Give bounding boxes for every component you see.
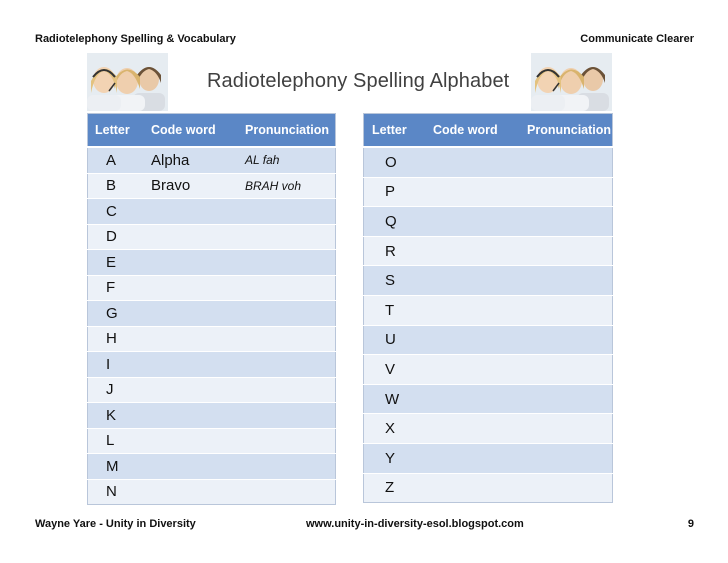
page-title: Radiotelephony Spelling Alphabet [207,70,510,92]
pronunciation-cell [239,250,336,276]
code-word-cell [143,454,239,480]
pronunciation-cell [521,325,613,355]
letter-cell: Z [364,473,427,503]
letter-cell: J [88,377,144,403]
pronunciation-cell [239,275,336,301]
letter-cell: P [364,177,427,207]
page-number: 9 [687,518,694,530]
table-row [88,352,336,378]
letter-cell: X [364,414,427,444]
header-document-title: Radiotelephony Spelling & Vocabulary [35,33,236,45]
letter-cell: E [88,250,144,276]
letter-cell: B [88,173,144,199]
pronunciation-cell [521,177,613,207]
table-row [88,173,336,199]
letter-cell: I [88,352,144,378]
table-row [364,177,613,207]
table-row [88,326,336,352]
code-word-cell [143,326,239,352]
pronunciation-cell: AL fah [239,147,336,173]
table-row [88,224,336,250]
column-header-code-word: Code word [426,114,521,148]
letter-cell: W [364,384,427,414]
code-word-cell [426,266,521,296]
alphabet-table-a-to-n [87,113,336,505]
column-header-letter: Letter [364,114,427,148]
code-word-cell [143,352,239,378]
table-row [88,301,336,327]
alphabet-table-o-to-z [363,113,613,503]
code-word-cell [426,443,521,473]
letter-cell: N [88,479,144,505]
code-word-cell [426,207,521,237]
title-banner [87,53,613,111]
letter-cell: U [364,325,427,355]
code-word-cell [143,377,239,403]
pronunciation-cell [239,224,336,250]
column-header-pronunciation: Pronunciation [239,114,336,148]
pronunciation-cell: BRAH voh [239,173,336,199]
table-row [364,147,613,177]
column-header-pronunciation: Pronunciation [521,114,613,148]
table-row [364,325,613,355]
table-row [364,443,613,473]
letter-cell: Q [364,207,427,237]
letter-cell: T [364,295,427,325]
table-row [88,199,336,225]
table-row [88,403,336,429]
pronunciation-cell [239,377,336,403]
letter-cell: M [88,454,144,480]
letter-cell: L [88,428,144,454]
letter-cell: O [364,147,427,177]
pronunciation-cell [239,454,336,480]
code-word-cell [143,428,239,454]
code-word-cell [426,473,521,503]
code-word-cell [426,295,521,325]
letter-cell: H [88,326,144,352]
pronunciation-cell [521,473,613,503]
code-word-cell [426,384,521,414]
letter-cell: S [364,266,427,296]
table-row [88,275,336,301]
column-header-letter: Letter [88,114,144,148]
code-word-cell [143,224,239,250]
code-word-cell [143,275,239,301]
code-word-cell [426,147,521,177]
pronunciation-cell [521,384,613,414]
code-word-cell: Bravo [143,173,239,199]
letter-cell: G [88,301,144,327]
letter-cell: V [364,355,427,385]
pronunciation-cell [521,147,613,177]
table-row [364,236,613,266]
footer-author: Wayne Yare - Unity in Diversity [35,518,196,530]
headset-operators-photo-icon [531,53,612,111]
pronunciation-cell [521,443,613,473]
table-row [364,266,613,296]
code-word-cell: Alpha [143,147,239,173]
code-word-cell [143,199,239,225]
code-word-cell [426,177,521,207]
table-row [364,384,613,414]
pronunciation-cell [521,207,613,237]
pronunciation-cell [521,414,613,444]
pronunciation-cell [521,266,613,296]
table-row [88,454,336,480]
table-row [364,207,613,237]
pronunciation-cell [239,428,336,454]
table-row [364,295,613,325]
table-row [88,250,336,276]
table-row [88,147,336,173]
code-word-cell [143,403,239,429]
code-word-cell [426,414,521,444]
code-word-cell [143,250,239,276]
headset-operators-photo-icon [87,53,168,111]
table-row [88,428,336,454]
pronunciation-cell [239,403,336,429]
letter-cell: F [88,275,144,301]
code-word-cell [426,325,521,355]
code-word-cell [426,236,521,266]
pronunciation-cell [239,301,336,327]
code-word-cell [143,301,239,327]
pronunciation-cell [239,352,336,378]
pronunciation-cell [521,236,613,266]
pronunciation-cell [521,355,613,385]
header-tagline: Communicate Clearer [580,33,694,45]
table-header-row [364,114,613,148]
pronunciation-cell [239,199,336,225]
table-row [88,479,336,505]
letter-cell: R [364,236,427,266]
column-header-code-word: Code word [143,114,239,148]
letter-cell: Y [364,443,427,473]
code-word-cell [426,355,521,385]
letter-cell: C [88,199,144,225]
table-row [364,473,613,503]
table-row [88,377,336,403]
table-header-row [88,114,336,148]
pronunciation-cell [521,295,613,325]
footer-website: www.unity-in-diversity-esol.blogspot.com [306,518,524,530]
letter-cell: A [88,147,144,173]
table-row [364,414,613,444]
letter-cell: D [88,224,144,250]
table-row [364,355,613,385]
letter-cell: K [88,403,144,429]
pronunciation-cell [239,479,336,505]
code-word-cell [143,479,239,505]
pronunciation-cell [239,326,336,352]
